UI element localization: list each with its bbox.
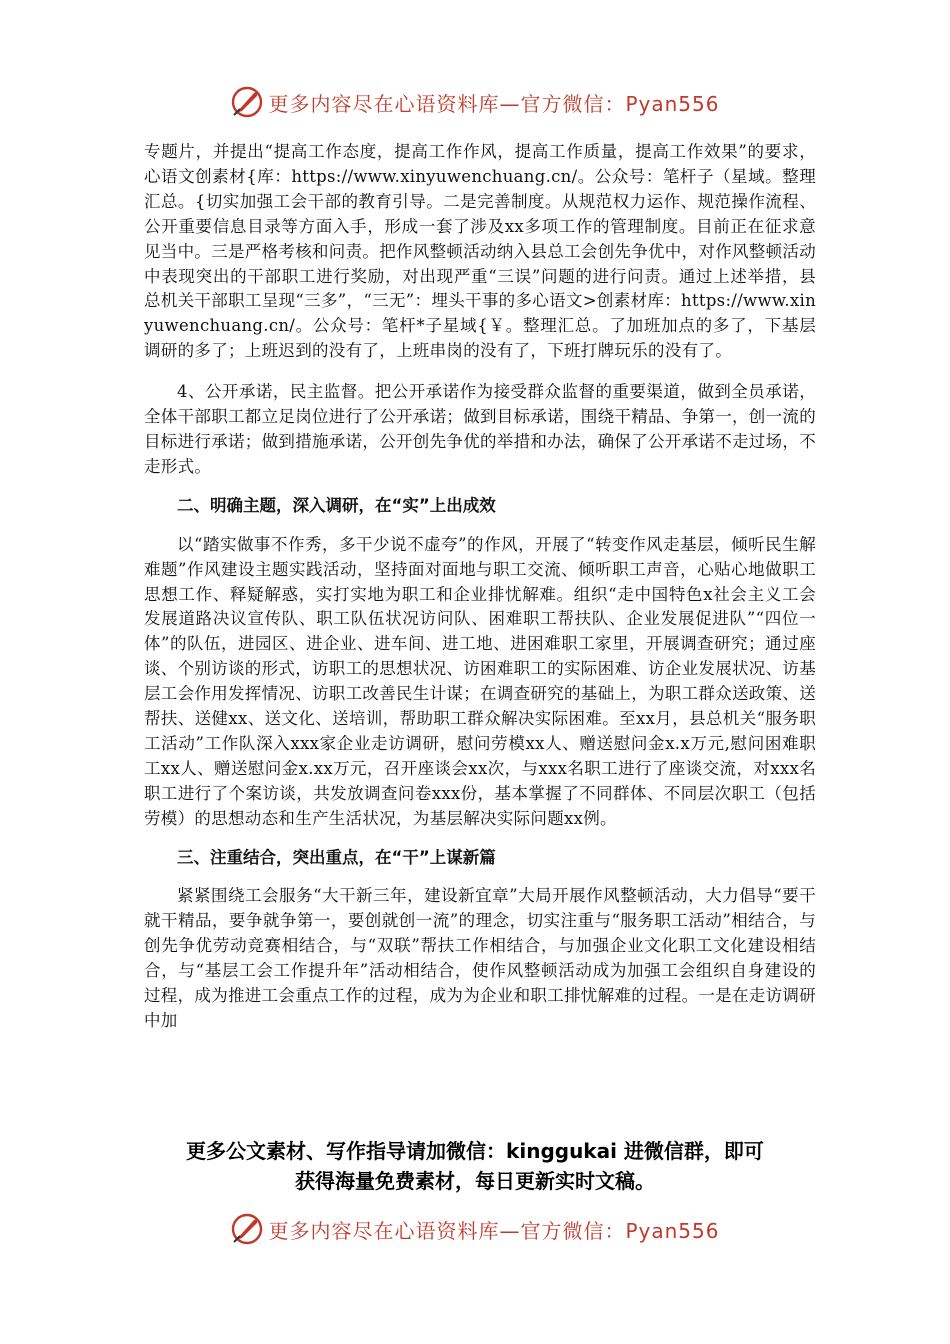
body-paragraph: 专题片，并提出“提高工作态度，提高工作作风，提高工作质量，提高工作效果”的要求，心语文创素材{库：https://www.xinyuwenchuang.cn/。公众号：笔杆子（星域。整理汇总。{切实加强工会干部的教育引导。二是完善制度。从规范权力运作、规范操作流程、公开重要信息目录等方面入手，形成一套了涉及xx多项工作的管理制度。目前正在征求意见当中。三是严格考核和问责。把作风整顿活动纳入县总工会创先争优中，对作风整顿活动中表现突出的干部职工进行奖励，对出现严重“三误”问题的进行问责。通过上述举措，县总机关干部职工呈现“三多”，“三无”：埋头干事的多心语文>创素材库：https://www.xinyuwenchuang.cn/。公众号：笔杆*子星域{￥。整理汇总。了加班加点的多了，下基层调研的多了；上班迟到的没有了，上班串岗的没有了，下班打牌玩乐的没有了。: [144, 142, 816, 361]
quill-logo-icon: [230, 85, 264, 119]
footer-banner-text: 更多内容尽在心语资料库—官方微信：Pyan556: [268, 1218, 720, 1243]
body-paragraph: 4、公开承诺，民主监督。把公开承诺作为接受群众监督的重要渠道，做到全员承诺，全体干部职工都立足岗位进行了公开承诺；做到目标承诺，围绕干精品、争第一，创一流的目标进行承诺；做到措施承诺，公开创先争优的举措和办法，确保了公开承诺不走过场，不走形式。: [144, 382, 816, 476]
document-body: [144, 140, 816, 1034]
header-banner: [0, 82, 950, 122]
quill-logo-icon: [230, 1212, 264, 1246]
body-paragraph: 以“踏实做事不作秀，多干少说不虚夸”的作风，开展了“转变作风走基层，倾听民生解难题”作风建设主题实践活动，坚持面对面地与职工交流、倾听职工声音，心贴心地做职工思想工作、释疑解惑，实打实地为职工和企业排忧解难。组织“走中国特色x社会主义工会发展道路决议宣传队、职工队伍状况访问队、困难职工帮扶队、企业发展促进队”“四位一体”的队伍，进园区、进企业、进车间、进工地、进困难职工家里，开展调查研究；通过座谈、个别访谈的形式，访职工的思想状况、访困难职工的实际困难、访企业发展状况、访基层工会作用发挥情况、访职工改善民生计谋；在调查研究的基础上，为职工群众送政策、送帮扶、送健xx、送文化、送培训，帮助职工群众解决实际困难。至xx月，县总机关“服务职工活动”工作队深入xxx家企业走访调研，慰问劳模xx人、赠送慰问金x.x万元,慰问困难职工xx人、赠送慰问金x.xx万元，召开座谈会xx次，与xxx名职工进行了座谈交流，对xxx名职工进行了个案访谈，共发放调查问卷xxx份，基本掌握了不同群体、不同层次职工（包括劳模）的思想动态和生产生活状况，为基层解决实际问题xx例。: [144, 534, 816, 828]
promo-line-1: 更多公文素材、写作指导请加微信：kinggukai 进微信群，即可: [186, 1139, 764, 1163]
section-heading: 二、明确主题，深入调研，在“实”上出成效: [177, 495, 496, 515]
promo-notice: [0, 1136, 950, 1196]
header-banner-text: 更多内容尽在心语资料库—官方微信：Pyan556: [268, 91, 720, 116]
footer-banner: [0, 1209, 950, 1249]
section-heading: 三、注重结合，突出重点，在“干”上谋新篇: [177, 847, 496, 867]
body-paragraph: 紧紧围绕工会服务“大干新三年，建设新宜章”大局开展作风整顿活动，大力倡导“要干就干精品，要争就争第一，要创就创一流”的理念，切实注重与“服务职工活动”相结合，与创先争优劳动竞赛相结合，与“双联”帮扶工作相结合，与加强企业文化职工文化建设相结合，与“基层工会工作提升年”活动相结合，使作风整顿活动成为加强工会组织自身建设的过程，成为推进工会重点工作的过程，成为为企业和职工排忧解难的过程。一是在走访调研中加: [144, 886, 816, 1030]
promo-line-2: 获得海量免费素材，每日更新实时文稿。: [295, 1169, 655, 1193]
